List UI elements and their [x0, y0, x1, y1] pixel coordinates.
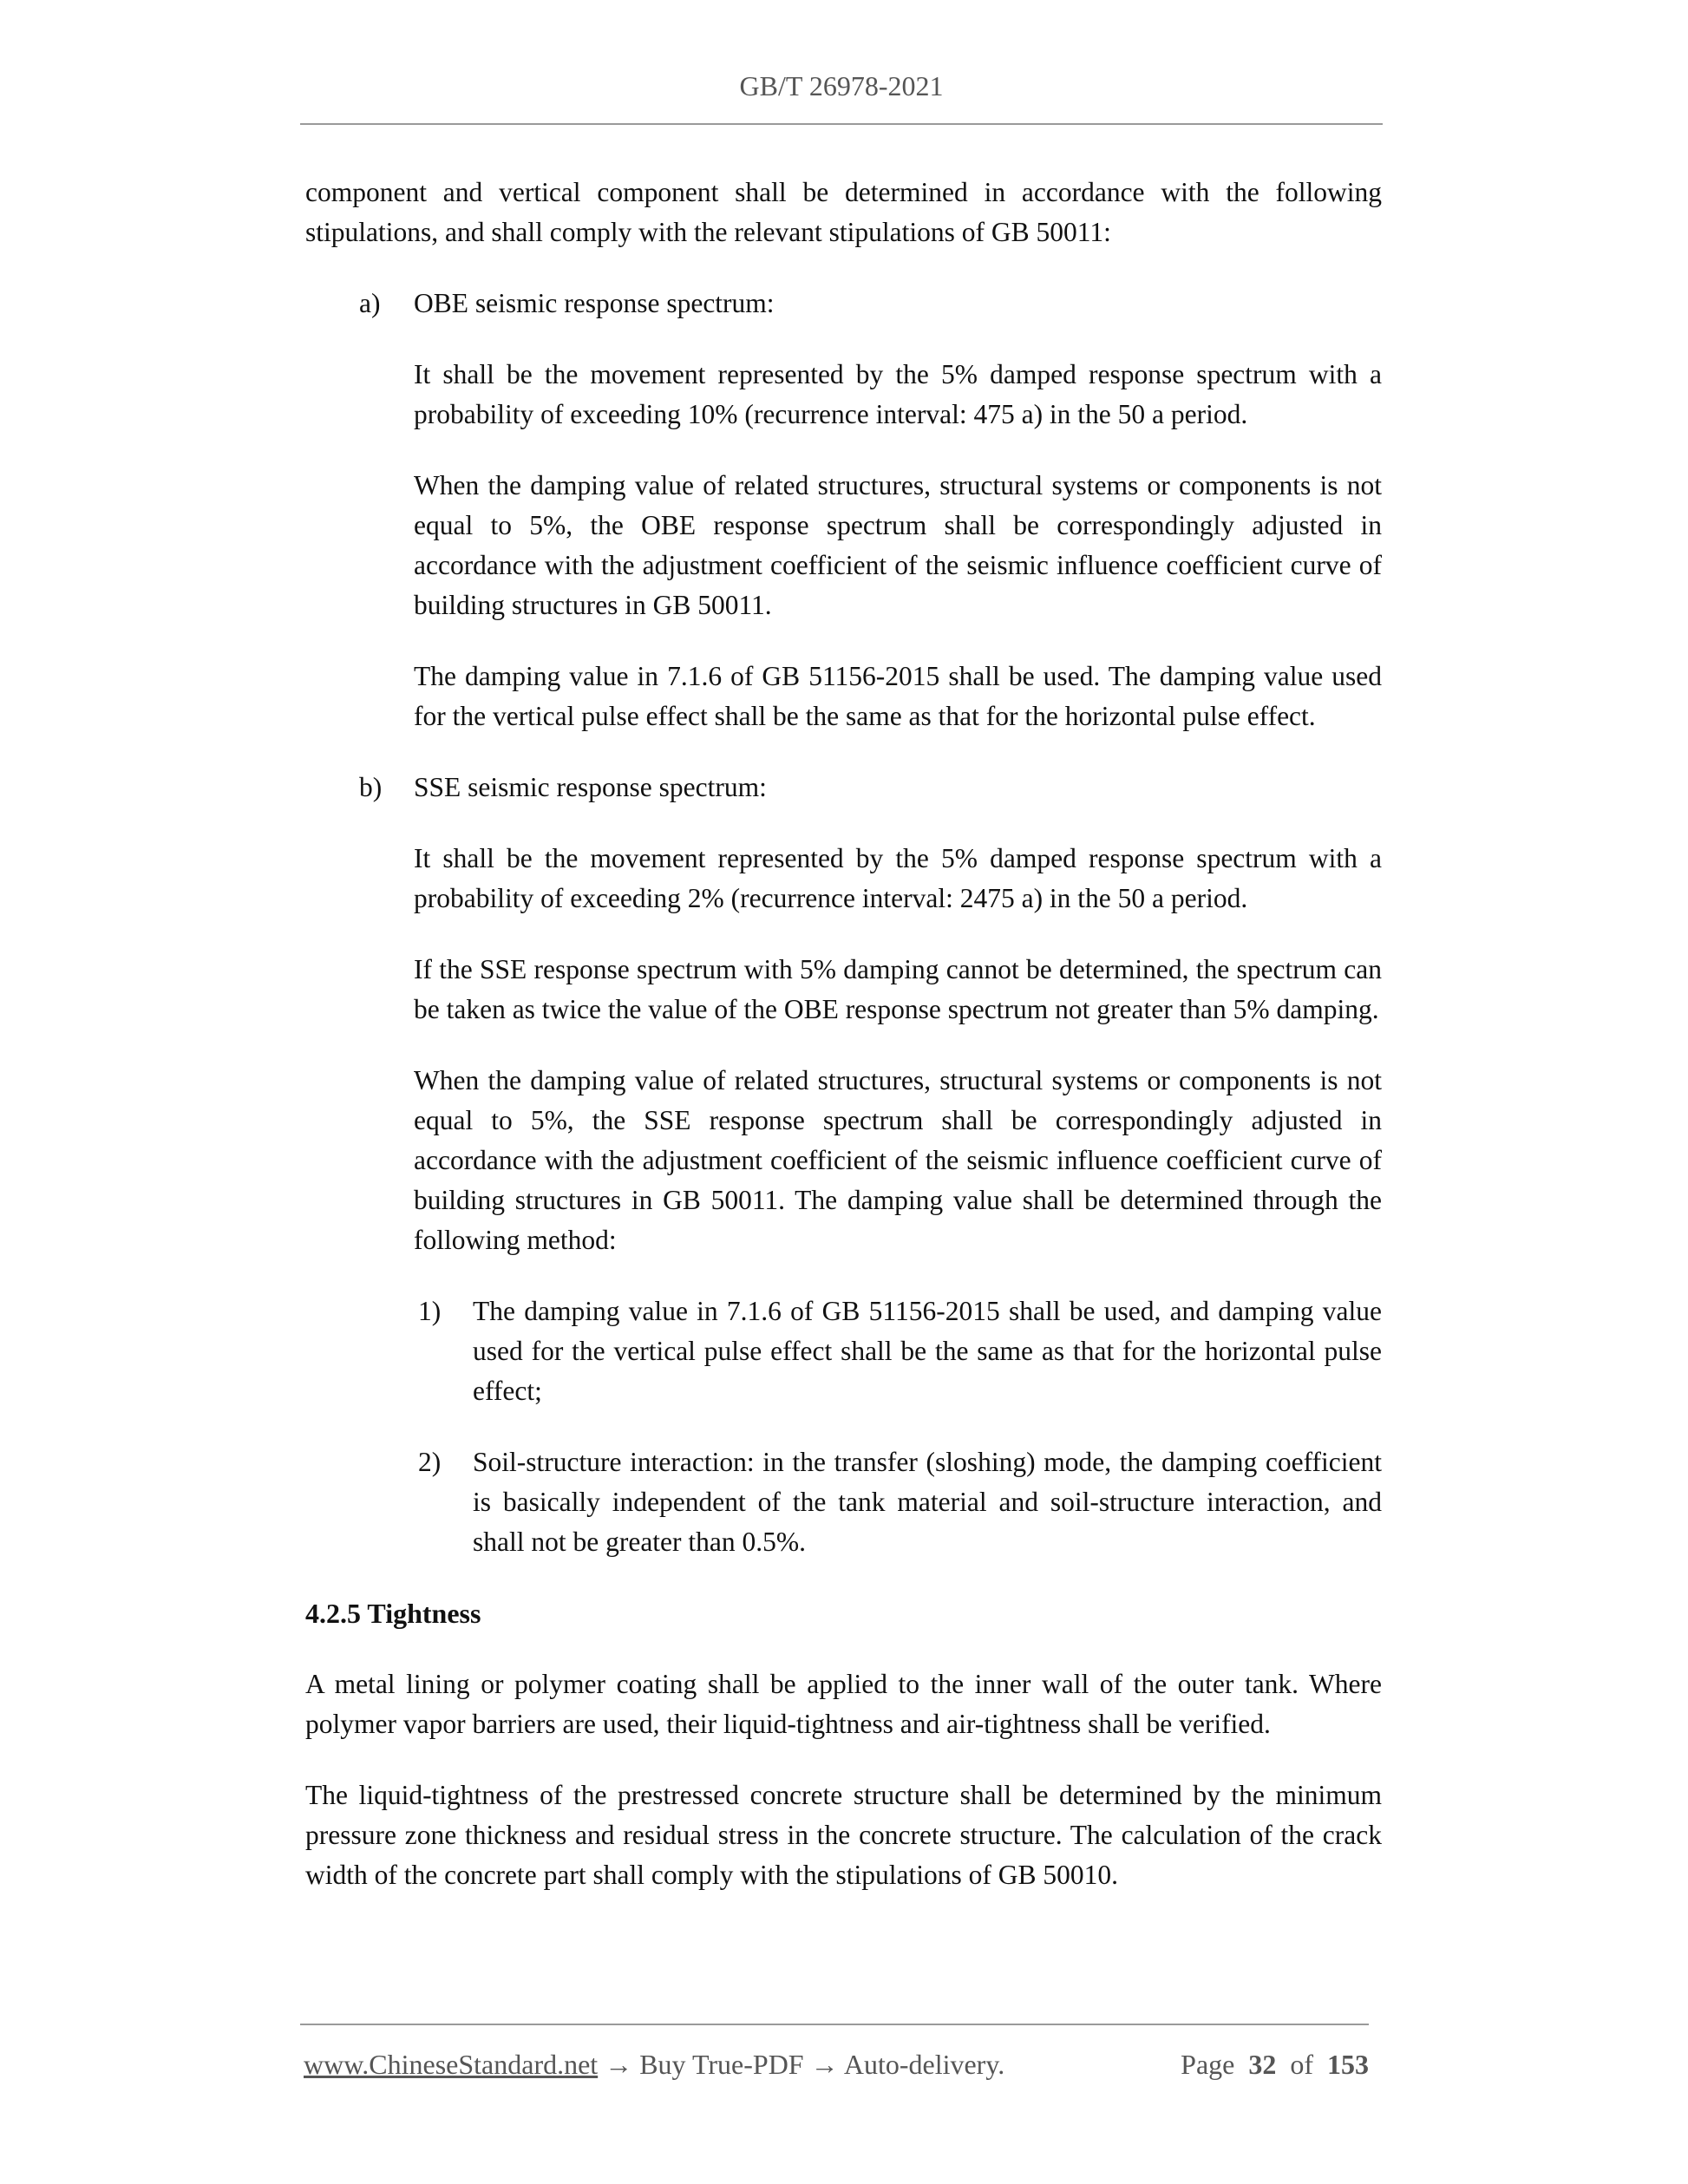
sse-paragraph-3: When the damping value of related structures, structural systems or components is not equal to 5%, the SSE response spectrum shall be correspondingly adjusted in accordance with the adjustment coefficient of the seismic influence coefficient curve of building structures in GB 50011. The damping value shall be determined through the following method: — [414, 1065, 1382, 1255]
page-label: Page — [1181, 2049, 1235, 2080]
website-link[interactable]: www.ChineseStandard.net — [304, 2049, 599, 2080]
list-item-b — [305, 768, 1382, 808]
promo-text: → Buy True-PDF → Auto-delivery. — [598, 2049, 1005, 2080]
header-divider — [300, 123, 1383, 125]
list-label-b: b) — [359, 772, 383, 802]
footer-divider — [300, 2024, 1369, 2025]
tightness-paragraph-2: The liquid-tightness of the prestressed concrete structure shall be determined by the minimum pressure zone thickness and residual stress in the concrete structure. The calculation of the crack width of the concrete part shall comply with the stipulations of GB 50010. — [305, 1780, 1382, 1890]
list-item-a — [305, 284, 1382, 324]
intro-paragraph: component and vertical component shall be determined in accordance with the following stipulations, and shall comply with the relevant stipulations of GB 50011: — [305, 177, 1382, 247]
list-label-a: a) — [359, 288, 381, 318]
tightness-paragraph-1: A metal lining or polymer coating shall be applied to the inner wall of the outer tank. Where polymer vapor barriers are used, their liquid-tightness and air-tightness shall be verified. — [305, 1669, 1382, 1739]
page-content — [305, 173, 1382, 1926]
obe-paragraph-1: It shall be the movement represented by the 5% damped response spectrum with a probability of exceeding 10% (recurrence interval: 475 a) in the 50 a period. — [414, 359, 1382, 429]
page-footer — [304, 2044, 1369, 2084]
obe-paragraph-2: When the damping value of related structures, structural systems or components is not equal to 5%, the OBE response spectrum shall be correspondingly adjusted in accordance with the adjustment coefficient of the seismic influence coefficient curve of building structures in GB 50011. — [414, 470, 1382, 620]
page-of-label: of — [1290, 2049, 1313, 2080]
list-item-b-title: SSE seismic response spectrum: — [414, 772, 767, 802]
sub-item-2-text: Soil-structure interaction: in the transfer (sloshing) mode, the damping coefficient is basically independent of the tank material and soil-structure interaction, and shall not be greater than 0.5%. — [473, 1447, 1382, 1557]
sub-label-2: 2) — [418, 1447, 442, 1477]
sub-item-1 — [305, 1291, 1382, 1411]
section-heading: 4.2.5 Tightness — [305, 1598, 481, 1629]
current-page: 32 — [1248, 2049, 1277, 2080]
sub-item-2 — [305, 1442, 1382, 1562]
total-pages: 153 — [1327, 2049, 1369, 2080]
sse-paragraph-2: If the SSE response spectrum with 5% damping cannot be determined, the spectrum can be taken as twice the value of the OBE response spectrum not greater than 5% damping. — [414, 954, 1382, 1024]
list-item-a-title: OBE seismic response spectrum: — [414, 288, 775, 318]
sub-label-1: 1) — [418, 1296, 442, 1326]
obe-paragraph-3: The damping value in 7.1.6 of GB 51156-2015 shall be used. The damping value used for the vertical pulse effect shall be the same as that for the horizontal pulse effect. — [414, 661, 1382, 731]
page-counter — [1181, 2044, 1369, 2084]
document-id-header: GB/T 26978-2021 — [739, 70, 944, 101]
sse-paragraph-1: It shall be the movement represented by the 5% damped response spectrum with a probability of exceeding 2% (recurrence interval: 2475 a) in the 50 a period. — [414, 843, 1382, 913]
sub-item-1-text: The damping value in 7.1.6 of GB 51156-2015 shall be used, and damping value used for the vertical pulse effect shall be the same as that for the horizontal pulse effect; — [473, 1296, 1382, 1406]
